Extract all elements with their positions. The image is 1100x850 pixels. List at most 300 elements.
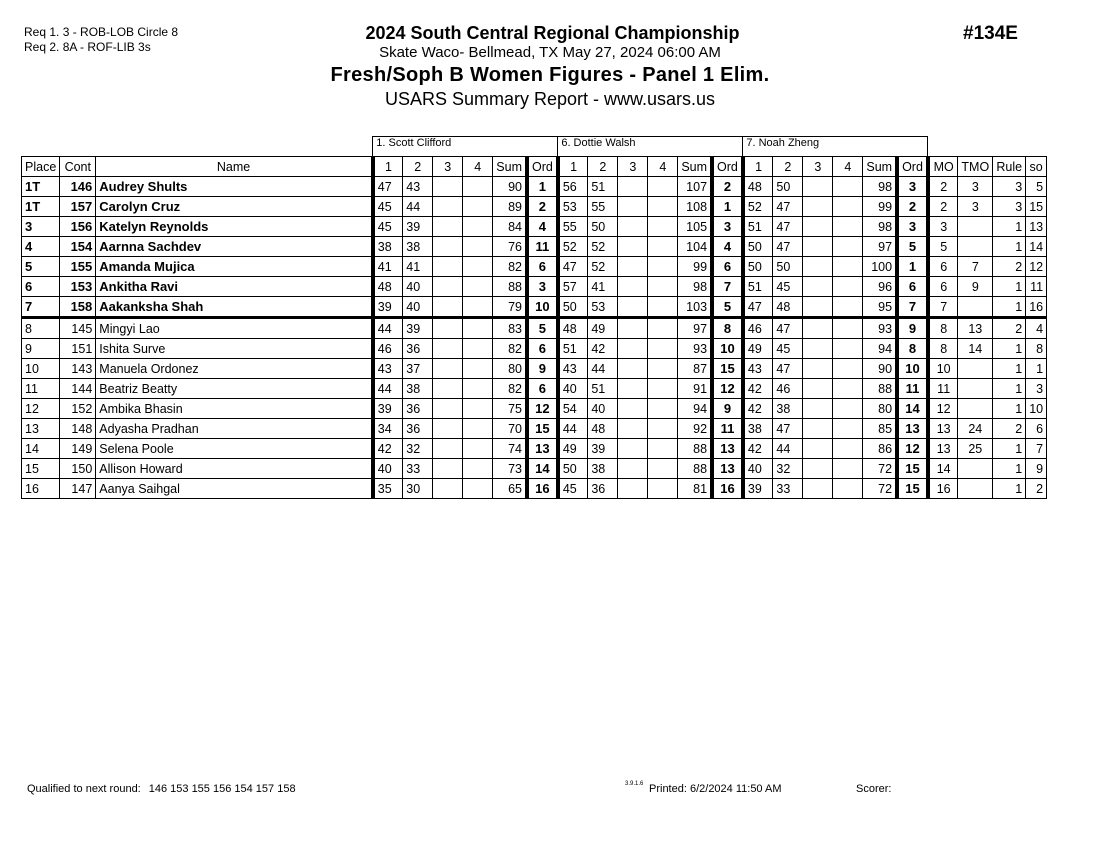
judge-1-score-1: 41 xyxy=(373,257,403,277)
judge-1-score-2: 30 xyxy=(403,479,433,499)
col-judge-2-ord: Ord xyxy=(712,157,743,177)
qualified-list: 146 153 155 156 154 157 158 xyxy=(148,783,296,795)
judge-3-score-2: 47 xyxy=(773,359,803,379)
judge-1-ordinal: 6 xyxy=(527,379,558,399)
judge-3-score-1: 42 xyxy=(743,439,773,459)
mo-cell: 14 xyxy=(928,459,958,479)
cont-cell: 152 xyxy=(60,399,96,419)
judge-3-ordinal: 3 xyxy=(897,217,928,237)
table-row xyxy=(22,379,1047,399)
judge-3-ordinal: 3 xyxy=(897,177,928,197)
judge-2-score-2: 52 xyxy=(588,237,618,257)
judge-2-sum: 108 xyxy=(678,197,712,217)
judge-2-score-3 xyxy=(618,339,648,359)
judge-1-ordinal: 6 xyxy=(527,257,558,277)
judge-1-score-3 xyxy=(433,277,463,297)
judge-3-score-1: 49 xyxy=(743,339,773,359)
judge-2-score-1: 56 xyxy=(558,177,588,197)
judge-1-score-1: 40 xyxy=(373,459,403,479)
so-cell: 9 xyxy=(1026,459,1047,479)
judge-3-ordinal: 15 xyxy=(897,479,928,499)
name-cell: Aarnna Sachdev xyxy=(96,237,373,257)
judge-3-score-3 xyxy=(803,197,833,217)
judge-2-score-2: 36 xyxy=(588,479,618,499)
judge-3-score-3 xyxy=(803,318,833,339)
judge-1-score-4 xyxy=(463,318,493,339)
judge-header-row xyxy=(22,137,1047,157)
judge-2-score-4 xyxy=(648,217,678,237)
rule-cell: 2 xyxy=(993,419,1026,439)
cont-cell: 147 xyxy=(60,479,96,499)
judge-2-score-3 xyxy=(618,277,648,297)
judge-3-sum: 99 xyxy=(863,197,897,217)
judge-2-score-1: 57 xyxy=(558,277,588,297)
mo-cell: 7 xyxy=(928,297,958,318)
judge-3-ordinal: 6 xyxy=(897,277,928,297)
table-row xyxy=(22,217,1047,237)
judge-1-ordinal: 11 xyxy=(527,237,558,257)
judge-3-score-1: 50 xyxy=(743,257,773,277)
rule-cell: 1 xyxy=(993,399,1026,419)
judge-3-sum: 98 xyxy=(863,217,897,237)
requirement-1: Req 1. 3 - ROB-LOB Circle 8 xyxy=(24,25,179,39)
col-judge-2-4: 4 xyxy=(648,157,678,177)
judge-2-ordinal: 2 xyxy=(712,177,743,197)
judge-1-ordinal: 16 xyxy=(527,479,558,499)
name-cell: Katelyn Reynolds xyxy=(96,217,373,237)
judge-1-ordinal: 5 xyxy=(527,318,558,339)
judge-1-score-4 xyxy=(463,379,493,399)
col-judge-1-3: 3 xyxy=(433,157,463,177)
mo-cell: 11 xyxy=(928,379,958,399)
judge-1-score-4 xyxy=(463,399,493,419)
so-cell: 11 xyxy=(1026,277,1047,297)
judge-2-score-3 xyxy=(618,197,648,217)
name-cell: Ishita Surve xyxy=(96,339,373,359)
judge-2-score-1: 54 xyxy=(558,399,588,419)
judge-1-score-4 xyxy=(463,217,493,237)
judge-3-score-3 xyxy=(803,177,833,197)
judge-3-score-4 xyxy=(833,439,863,459)
tmo-cell: 24 xyxy=(958,419,993,439)
judge-3-score-4 xyxy=(833,257,863,277)
judge-3-score-4 xyxy=(833,177,863,197)
judge-2-sum: 93 xyxy=(678,339,712,359)
judge-2-sum: 107 xyxy=(678,177,712,197)
tmo-cell xyxy=(958,217,993,237)
judge-1-score-2: 41 xyxy=(403,257,433,277)
judge-2-sum: 97 xyxy=(678,318,712,339)
judge-3-score-4 xyxy=(833,197,863,217)
judge-2-score-3 xyxy=(618,177,648,197)
judge-2-score-3 xyxy=(618,419,648,439)
judge-3-score-2: 45 xyxy=(773,339,803,359)
judge-1-score-3 xyxy=(433,439,463,459)
judge-2-score-4 xyxy=(648,277,678,297)
so-cell: 15 xyxy=(1026,197,1047,217)
judge-1-sum: 90 xyxy=(493,177,527,197)
table-row xyxy=(22,399,1047,419)
judge-3-sum: 95 xyxy=(863,297,897,318)
tmo-cell: 13 xyxy=(958,318,993,339)
judge-2-ordinal: 16 xyxy=(712,479,743,499)
judge-2-score-4 xyxy=(648,237,678,257)
judge-2-score-1: 48 xyxy=(558,318,588,339)
so-cell: 3 xyxy=(1026,379,1047,399)
judge-3-score-1: 43 xyxy=(743,359,773,379)
judge-2-score-2: 40 xyxy=(588,399,618,419)
results-body xyxy=(22,177,1047,499)
table-row xyxy=(22,297,1047,318)
judge-3-ordinal: 1 xyxy=(897,257,928,277)
col-judge-3-4: 4 xyxy=(833,157,863,177)
tmo-cell xyxy=(958,297,993,318)
judge-1-score-4 xyxy=(463,359,493,379)
judge-2-score-1: 47 xyxy=(558,257,588,277)
judge-2-ordinal: 11 xyxy=(712,419,743,439)
judge-1-score-2: 40 xyxy=(403,297,433,318)
judge-2-score-4 xyxy=(648,359,678,379)
judge-3-score-3 xyxy=(803,359,833,379)
place-cell: 1T xyxy=(22,177,60,197)
judge-2-ordinal: 4 xyxy=(712,237,743,257)
judge-1-score-4 xyxy=(463,479,493,499)
table-row xyxy=(22,257,1047,277)
judge-2-sum: 87 xyxy=(678,359,712,379)
column-header-row xyxy=(22,157,1047,177)
mo-cell: 8 xyxy=(928,339,958,359)
judge-1-score-3 xyxy=(433,339,463,359)
table-row xyxy=(22,237,1047,257)
rule-cell: 1 xyxy=(993,217,1026,237)
judge-2-score-1: 51 xyxy=(558,339,588,359)
rule-cell: 1 xyxy=(993,277,1026,297)
judge-2-score-3 xyxy=(618,439,648,459)
tmo-cell: 3 xyxy=(958,177,993,197)
judge-3-score-3 xyxy=(803,339,833,359)
judge-1-ordinal: 9 xyxy=(527,359,558,379)
name-cell: Aakanksha Shah xyxy=(96,297,373,318)
judge-1-score-1: 47 xyxy=(373,177,403,197)
judge-1-score-3 xyxy=(433,237,463,257)
judge-3-ordinal: 15 xyxy=(897,459,928,479)
judge-3-sum: 93 xyxy=(863,318,897,339)
name-cell: Ankitha Ravi xyxy=(96,277,373,297)
judge-2-score-4 xyxy=(648,257,678,277)
judge-2-score-3 xyxy=(618,318,648,339)
judge-3-score-3 xyxy=(803,439,833,459)
judge-3-ordinal: 12 xyxy=(897,439,928,459)
judge-2-score-1: 44 xyxy=(558,419,588,439)
judge-2-score-4 xyxy=(648,197,678,217)
judge-1-score-2: 38 xyxy=(403,237,433,257)
judge-1-score-2: 39 xyxy=(403,318,433,339)
judge-1-score-2: 36 xyxy=(403,339,433,359)
cont-cell: 157 xyxy=(60,197,96,217)
cont-cell: 144 xyxy=(60,379,96,399)
judge-2-ordinal: 15 xyxy=(712,359,743,379)
rule-cell: 3 xyxy=(993,177,1026,197)
table-row xyxy=(22,177,1047,197)
place-cell: 16 xyxy=(22,479,60,499)
judge-1-sum: 83 xyxy=(493,318,527,339)
judge-2-sum: 98 xyxy=(678,277,712,297)
judge-2-ordinal: 5 xyxy=(712,297,743,318)
judge-3-sum: 96 xyxy=(863,277,897,297)
judge-1-score-1: 46 xyxy=(373,339,403,359)
judge-2-sum: 91 xyxy=(678,379,712,399)
mo-cell: 8 xyxy=(928,318,958,339)
rule-cell: 1 xyxy=(993,339,1026,359)
judge-2-score-2: 48 xyxy=(588,419,618,439)
col-name: Name xyxy=(96,157,373,177)
judge-3-sum: 72 xyxy=(863,479,897,499)
judge-3-score-4 xyxy=(833,237,863,257)
rule-cell: 1 xyxy=(993,297,1026,318)
judge-2-score-4 xyxy=(648,177,678,197)
judge-2-score-4 xyxy=(648,459,678,479)
judge-1-score-3 xyxy=(433,359,463,379)
so-cell: 1 xyxy=(1026,359,1047,379)
judge-1-ordinal: 3 xyxy=(527,277,558,297)
judge-1-score-3 xyxy=(433,459,463,479)
judge-2-score-2: 51 xyxy=(588,379,618,399)
judge-1-score-4 xyxy=(463,237,493,257)
judge-3-score-1: 52 xyxy=(743,197,773,217)
judge-1-score-1: 39 xyxy=(373,399,403,419)
tmo-cell xyxy=(958,237,993,257)
judge-1-sum: 82 xyxy=(493,339,527,359)
so-cell: 8 xyxy=(1026,339,1047,359)
col-rule: Rule xyxy=(993,157,1026,177)
judge-2-ordinal: 7 xyxy=(712,277,743,297)
judge-2-ordinal: 1 xyxy=(712,197,743,217)
judge-2-sum: 92 xyxy=(678,419,712,439)
judge-1-score-3 xyxy=(433,419,463,439)
judge-2-score-2: 44 xyxy=(588,359,618,379)
judge-3-sum: 72 xyxy=(863,459,897,479)
championship-title: 2024 South Central Regional Championship xyxy=(365,23,740,43)
judge-1-score-3 xyxy=(433,479,463,499)
judge-2-score-2: 49 xyxy=(588,318,618,339)
judge-2-score-3 xyxy=(618,359,648,379)
judge-2-score-4 xyxy=(648,399,678,419)
cont-cell: 154 xyxy=(60,237,96,257)
table-row xyxy=(22,277,1047,297)
requirement-2: Req 2. 8A - ROF-LIB 3s xyxy=(24,40,151,54)
judge-2-ordinal: 8 xyxy=(712,318,743,339)
place-cell: 3 xyxy=(22,217,60,237)
so-cell: 2 xyxy=(1026,479,1047,499)
tmo-cell: 14 xyxy=(958,339,993,359)
judge-3-score-4 xyxy=(833,318,863,339)
judge-3-score-1: 38 xyxy=(743,419,773,439)
judge-2-ordinal: 12 xyxy=(712,379,743,399)
judge-3-score-4 xyxy=(833,459,863,479)
judge-2-sum: 99 xyxy=(678,257,712,277)
judge-3-score-1: 50 xyxy=(743,237,773,257)
judge-1-ordinal: 2 xyxy=(527,197,558,217)
judge-3-score-4 xyxy=(833,419,863,439)
col-judge-2-sum: Sum xyxy=(678,157,712,177)
judge-1-score-4 xyxy=(463,197,493,217)
mo-cell: 6 xyxy=(928,277,958,297)
place-cell: 4 xyxy=(22,237,60,257)
judge-3-score-3 xyxy=(803,379,833,399)
judge-2-sum: 81 xyxy=(678,479,712,499)
rule-cell: 2 xyxy=(993,318,1026,339)
judge-2-score-4 xyxy=(648,339,678,359)
judge-1-score-3 xyxy=(433,257,463,277)
judge-3-score-3 xyxy=(803,277,833,297)
blank-cell xyxy=(928,137,1047,157)
judge-3-ordinal: 14 xyxy=(897,399,928,419)
judge-1-score-4 xyxy=(463,459,493,479)
judge-3-score-1: 40 xyxy=(743,459,773,479)
col-judge-3-2: 2 xyxy=(773,157,803,177)
judge-3-score-4 xyxy=(833,399,863,419)
judge-2-sum: 88 xyxy=(678,459,712,479)
rule-cell: 1 xyxy=(993,379,1026,399)
judge-1-score-1: 39 xyxy=(373,297,403,318)
judge-2-score-1: 49 xyxy=(558,439,588,459)
rule-cell: 1 xyxy=(993,237,1026,257)
judge-1-ordinal: 12 xyxy=(527,399,558,419)
so-cell: 5 xyxy=(1026,177,1047,197)
judge-3-score-2: 44 xyxy=(773,439,803,459)
name-cell: Audrey Shults xyxy=(96,177,373,197)
judge-2-sum: 88 xyxy=(678,439,712,459)
mo-cell: 3 xyxy=(928,217,958,237)
judge-1-score-4 xyxy=(463,339,493,359)
rule-cell: 1 xyxy=(993,459,1026,479)
judge-3-ordinal: 10 xyxy=(897,359,928,379)
mo-cell: 13 xyxy=(928,439,958,459)
so-cell: 16 xyxy=(1026,297,1047,318)
judge-1-score-1: 43 xyxy=(373,359,403,379)
judge-3-score-2: 50 xyxy=(773,177,803,197)
rule-cell: 2 xyxy=(993,257,1026,277)
judge-2-sum: 104 xyxy=(678,237,712,257)
cont-cell: 156 xyxy=(60,217,96,237)
judge-1-score-1: 44 xyxy=(373,318,403,339)
judge-3-ordinal: 11 xyxy=(897,379,928,399)
judge-2-ordinal: 6 xyxy=(712,257,743,277)
place-cell: 12 xyxy=(22,399,60,419)
judge-3-name: 7. Noah Zheng xyxy=(743,137,928,157)
judge-3-score-3 xyxy=(803,237,833,257)
qualified-label: Qualified to next round: xyxy=(27,783,141,795)
place-cell: 5 xyxy=(22,257,60,277)
cont-cell: 145 xyxy=(60,318,96,339)
tmo-cell xyxy=(958,479,993,499)
col-judge-2-1: 1 xyxy=(558,157,588,177)
judge-2-score-3 xyxy=(618,217,648,237)
table-row xyxy=(22,318,1047,339)
event-number: #134E xyxy=(963,23,1018,44)
table-row xyxy=(22,419,1047,439)
judge-1-ordinal: 15 xyxy=(527,419,558,439)
tmo-cell: 25 xyxy=(958,439,993,459)
judge-2-score-3 xyxy=(618,399,648,419)
judge-1-sum: 70 xyxy=(493,419,527,439)
judge-2-score-4 xyxy=(648,419,678,439)
mo-cell: 10 xyxy=(928,359,958,379)
col-judge-1-ord: Ord xyxy=(527,157,558,177)
judge-3-score-1: 48 xyxy=(743,177,773,197)
judge-1-score-3 xyxy=(433,197,463,217)
judge-2-score-4 xyxy=(648,318,678,339)
judge-2-score-3 xyxy=(618,479,648,499)
venue-date-line: Skate Waco- Bellmead, TX May 27, 2024 06:00 AM xyxy=(379,44,721,61)
mo-cell: 2 xyxy=(928,197,958,217)
judge-1-sum: 65 xyxy=(493,479,527,499)
judge-3-sum: 80 xyxy=(863,399,897,419)
judge-2-ordinal: 13 xyxy=(712,439,743,459)
so-cell: 14 xyxy=(1026,237,1047,257)
judge-1-score-1: 42 xyxy=(373,439,403,459)
judge-2-score-1: 43 xyxy=(558,359,588,379)
name-cell: Adyasha Pradhan xyxy=(96,419,373,439)
judge-3-ordinal: 7 xyxy=(897,297,928,318)
mo-cell: 2 xyxy=(928,177,958,197)
judge-3-score-2: 33 xyxy=(773,479,803,499)
judge-2-ordinal: 9 xyxy=(712,399,743,419)
place-cell: 9 xyxy=(22,339,60,359)
judge-3-score-1: 51 xyxy=(743,277,773,297)
col-place: Place xyxy=(22,157,60,177)
place-cell: 13 xyxy=(22,419,60,439)
judge-3-score-2: 46 xyxy=(773,379,803,399)
judge-1-sum: 82 xyxy=(493,257,527,277)
judge-3-score-4 xyxy=(833,277,863,297)
table-row xyxy=(22,439,1047,459)
judge-1-sum: 88 xyxy=(493,277,527,297)
judge-1-score-1: 45 xyxy=(373,217,403,237)
mo-cell: 6 xyxy=(928,257,958,277)
judge-2-score-2: 50 xyxy=(588,217,618,237)
version-label: 3.9.1.6 xyxy=(625,781,644,787)
judge-2-ordinal: 13 xyxy=(712,459,743,479)
judge-1-score-4 xyxy=(463,177,493,197)
judge-3-sum: 94 xyxy=(863,339,897,359)
judge-1-score-2: 36 xyxy=(403,399,433,419)
judge-2-score-1: 55 xyxy=(558,217,588,237)
place-cell: 15 xyxy=(22,459,60,479)
judge-2-score-2: 52 xyxy=(588,257,618,277)
judge-3-score-4 xyxy=(833,217,863,237)
so-cell: 12 xyxy=(1026,257,1047,277)
name-cell: Carolyn Cruz xyxy=(96,197,373,217)
judge-3-score-3 xyxy=(803,419,833,439)
judge-1-score-4 xyxy=(463,277,493,297)
judge-1-score-1: 35 xyxy=(373,479,403,499)
judge-1-score-4 xyxy=(463,257,493,277)
judge-3-score-4 xyxy=(833,479,863,499)
judge-2-score-4 xyxy=(648,439,678,459)
judge-1-score-1: 48 xyxy=(373,277,403,297)
judge-2-score-1: 52 xyxy=(558,237,588,257)
judge-1-score-4 xyxy=(463,439,493,459)
judge-3-sum: 86 xyxy=(863,439,897,459)
col-judge-3-ord: Ord xyxy=(897,157,928,177)
judge-2-ordinal: 3 xyxy=(712,217,743,237)
cont-cell: 150 xyxy=(60,459,96,479)
mo-cell: 5 xyxy=(928,237,958,257)
judge-1-score-2: 32 xyxy=(403,439,433,459)
tmo-cell xyxy=(958,359,993,379)
judge-1-score-1: 45 xyxy=(373,197,403,217)
